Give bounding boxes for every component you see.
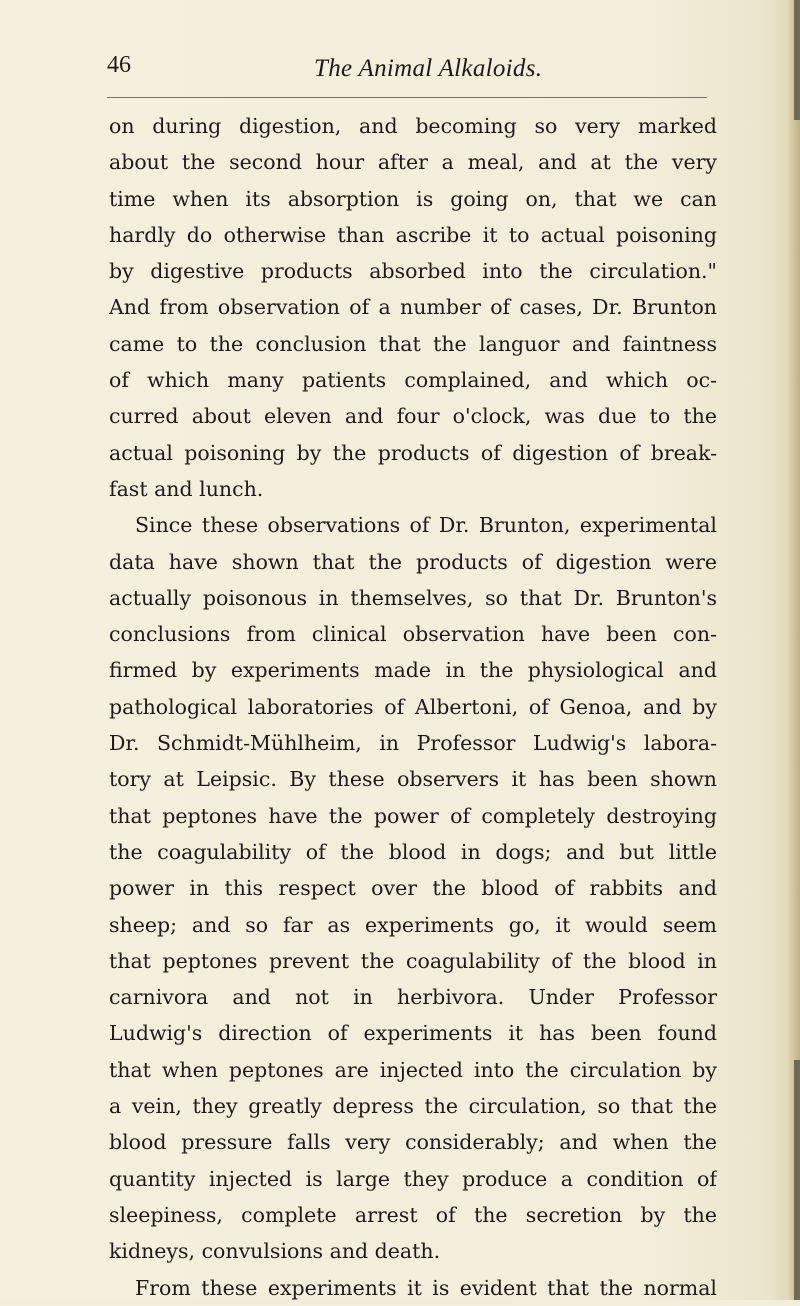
text-line: actual poisoning by the products of digestion of break- [109, 440, 717, 465]
text-line: that peptones have the power of completely destroying [109, 803, 717, 828]
text-line-paragraph-start: Since these observations of Dr. Brunton, experimental [135, 513, 717, 538]
text-line: quantity injected is large they produce a condition of [109, 1166, 717, 1191]
text-line: by digestive products absorbed into the circulation." [109, 259, 717, 284]
text-line: time when its absorption is going on, that we can [109, 186, 717, 211]
text-line: power in this respect over the blood of rabbits and [109, 876, 717, 901]
text-line: that when peptones are injected into the circulation by [109, 1057, 717, 1082]
text-line: on during digestion, and becoming so very marked [109, 114, 717, 138]
text-line: actually poisonous in themselves, so that Dr. Brunton's [109, 585, 717, 610]
text-line: Ludwig's direction of experiments it has been found [109, 1021, 717, 1046]
page-edge-binding-bottom [794, 1060, 800, 1300]
running-title: The Animal Alkaloids. [314, 55, 543, 82]
text-line: sheep; and so far as experiments go, it would seem [109, 912, 717, 937]
page-edge-binding-top [794, 0, 800, 120]
text-line: hardly do otherwise than ascribe it to actual poisoning [109, 222, 717, 247]
text-line: about the second hour after a meal, and at the very [109, 150, 717, 175]
page-header [107, 50, 667, 86]
page-number: 46 [107, 52, 131, 78]
text-line: Dr. Schmidt-Mühlheim, in Professor Ludwig's labora- [109, 731, 717, 756]
text-line: conclusions from clinical observation have been con- [109, 622, 717, 647]
text-line: a vein, they greatly depress the circulation, so that the [109, 1094, 717, 1119]
text-line: that peptones prevent the coagulability of the blood in [109, 948, 717, 973]
text-line: blood pressure falls very considerably; and when the [109, 1130, 717, 1155]
text-line-paragraph-end: kidneys, convulsions and death. [109, 1239, 441, 1264]
text-line: data have shown that the products of digestion were [109, 549, 717, 574]
text-line: came to the conclusion that the languor and faintness [109, 331, 717, 356]
text-line: pathological laboratories of Albertoni, of Genoa, and by [109, 694, 717, 719]
text-line-paragraph-start: From these experiments it is evident that the normal [135, 1275, 717, 1300]
text-line: firmed by experiments made in the physiological and [109, 658, 717, 683]
text-line-paragraph-end: fast and lunch. [109, 476, 264, 501]
text-line: carnivora and not in herbivora. Under Professor [109, 985, 717, 1010]
body-text [109, 108, 717, 1306]
text-line: of which many patients complained, and which oc- [109, 368, 717, 393]
text-line: the coagulability of the blood in dogs; and but little [109, 839, 717, 864]
text-line: sleepiness, complete arrest of the secretion by the [109, 1202, 717, 1227]
text-line: curred about eleven and four o'clock, was due to the [109, 404, 717, 429]
text-line: tory at Leipsic. By these observers it has been shown [109, 767, 717, 792]
text-line: And from observation of a number of cases, Dr. Brunton [109, 295, 717, 320]
header-rule [107, 97, 707, 98]
